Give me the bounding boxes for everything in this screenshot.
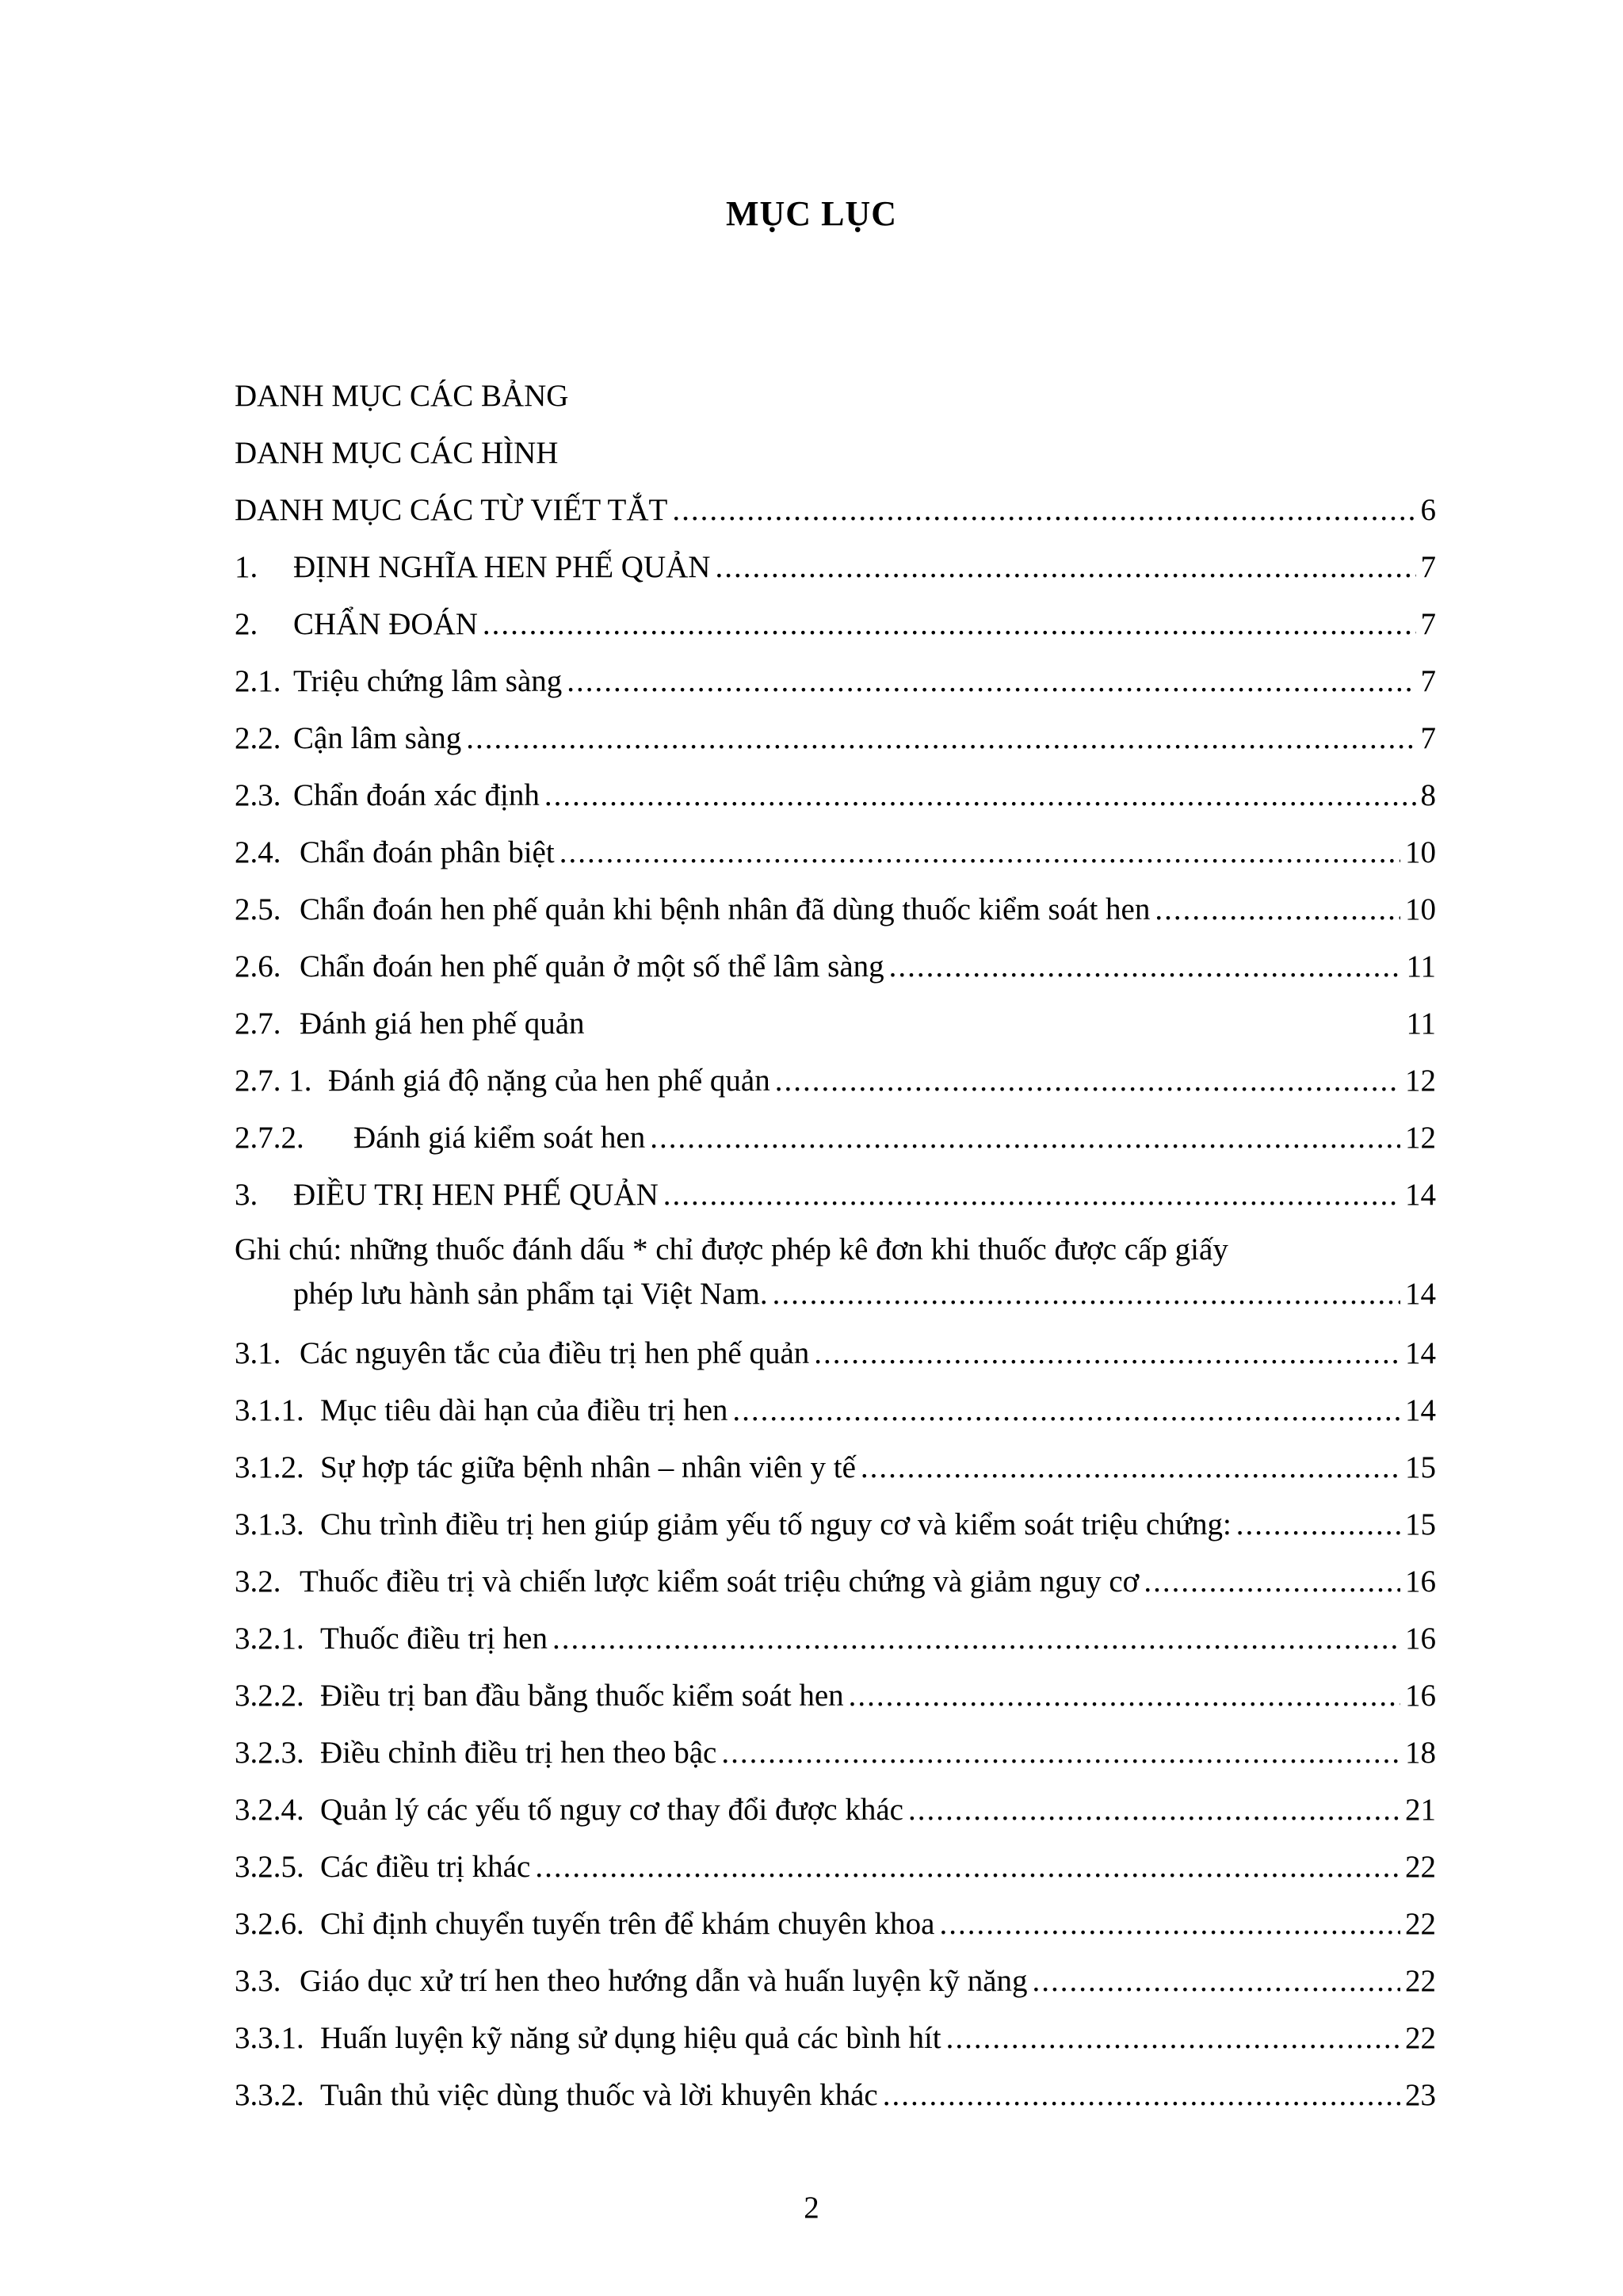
- toc-entry-number: 1.: [235, 550, 258, 584]
- toc-entry-number: 2.4.: [235, 835, 281, 869]
- toc-entry-page: 7: [1420, 721, 1436, 755]
- toc-entry-section-2-2[interactable]: [235, 716, 1436, 761]
- toc-entry-page: 22: [1405, 1964, 1436, 1998]
- toc-entry-continuation: [235, 1272, 1436, 1316]
- toc-entry-label: Ghi chú: những thuốc đánh dấu * chỉ được phép kê đơn khi thuốc được cấp giấy: [235, 1232, 1228, 1266]
- toc-entry-tables[interactable]: [235, 374, 1436, 418]
- toc-entry-section-3-2[interactable]: [235, 1560, 1436, 1604]
- toc-entry-label: Cận lâm sàng: [293, 721, 462, 755]
- dot-leader: [466, 716, 1415, 761]
- toc-entry-page: 15: [1405, 1507, 1436, 1541]
- toc-entry-section-2-4[interactable]: [235, 831, 1436, 875]
- toc-entry-number: 3.1.2.: [235, 1450, 304, 1484]
- toc-entry-number: 3.2.6.: [235, 1907, 304, 1941]
- toc-entry-page: 18: [1405, 1736, 1436, 1770]
- toc-entry-note[interactable]: [235, 1228, 1436, 1316]
- toc-entry-section-2-6[interactable]: [235, 945, 1436, 989]
- toc-entry-number: 3.3.1.: [235, 2021, 304, 2055]
- toc-entry-page: 16: [1405, 1564, 1436, 1599]
- toc-entry-number: 2.6.: [235, 949, 281, 984]
- toc-entry-label: Triệu chứng lâm sàng: [293, 664, 563, 698]
- toc-entry-number: 3.2.5.: [235, 1850, 304, 1884]
- dot-leader: [535, 1845, 1400, 1889]
- toc-entry-number: 2.7. 1.: [235, 1064, 312, 1098]
- toc-entry-label: Chỉ định chuyển tuyến trên để khám chuyên khoa: [320, 1907, 935, 1941]
- dot-leader: [939, 1902, 1400, 1946]
- toc-entry-section-2-1[interactable]: [235, 659, 1436, 704]
- dot-leader: [814, 1331, 1400, 1376]
- toc-entry-label: Đánh giá kiểm soát hen: [353, 1121, 646, 1155]
- toc-entry-section-3-1-1[interactable]: [235, 1389, 1436, 1433]
- toc-entry-number: 3.: [235, 1178, 258, 1212]
- toc-entry-number: 2.1.: [235, 664, 281, 698]
- toc-entry-page: 15: [1405, 1450, 1436, 1484]
- toc-entry-section-3-2-4[interactable]: [235, 1788, 1436, 1832]
- dot-leader: [775, 1059, 1400, 1103]
- toc-entry-number: 2.7.: [235, 1007, 281, 1041]
- toc-entry-label: Chẩn đoán hen phế quản khi bệnh nhân đã dùng thuốc kiểm soát hen: [300, 892, 1151, 926]
- toc-entry-number: 3.3.2.: [235, 2078, 304, 2112]
- toc-entry-label: Chu trình điều trị hen giúp giảm yếu tố nguy cơ và kiểm soát triệu chứng:: [320, 1507, 1232, 1541]
- dot-leader: [559, 831, 1400, 875]
- toc-entry-page: 7: [1420, 664, 1436, 698]
- toc-entry-label: Điều chỉnh điều trị hen theo bậc: [320, 1736, 717, 1770]
- toc-entry-figures[interactable]: [235, 431, 1436, 476]
- page-number: 2: [804, 2191, 819, 2225]
- toc-entry-page: 11: [1406, 949, 1436, 984]
- dot-leader: [1033, 1959, 1400, 2004]
- toc-entry-label: Sự hợp tác giữa bệnh nhân – nhân viên y tế: [320, 1450, 856, 1484]
- toc-entry-section-3-1[interactable]: [235, 1331, 1436, 1376]
- toc-entry-label: CHẨN ĐOÁN: [293, 607, 478, 641]
- toc-entry-section-3-2-1[interactable]: [235, 1617, 1436, 1661]
- toc-entry-number: 3.3.: [235, 1964, 281, 1998]
- toc-entry-number: 3.2.: [235, 1564, 281, 1599]
- dot-leader: [849, 1674, 1400, 1718]
- toc-entry-label: Các điều trị khác: [320, 1850, 531, 1884]
- dot-leader: [552, 1617, 1400, 1661]
- toc-entry-number: 3.1.1.: [235, 1393, 304, 1427]
- dot-leader: [908, 1788, 1400, 1832]
- dot-leader: [861, 1446, 1400, 1490]
- toc-entry-label: Chẩn đoán xác định: [293, 778, 540, 812]
- toc-entry-page: 6: [1420, 493, 1436, 527]
- dot-leader: [773, 1272, 1400, 1316]
- toc-entry-label: Các nguyên tắc của điều trị hen phế quản: [300, 1336, 810, 1370]
- toc-entry-page: 21: [1405, 1793, 1436, 1827]
- dot-leader: [544, 774, 1416, 818]
- dot-leader: [1144, 1560, 1400, 1604]
- toc-entry-number: 3.2.4.: [235, 1793, 304, 1827]
- toc-entry-label: Đánh giá hen phế quản: [300, 1007, 585, 1041]
- toc-entry-section-1[interactable]: [235, 545, 1436, 590]
- toc-entry-page: 8: [1420, 778, 1436, 812]
- toc-entry-section-3-1-2[interactable]: [235, 1446, 1436, 1490]
- dot-leader: [889, 945, 1402, 989]
- toc-entry-section-2-5[interactable]: [235, 888, 1436, 932]
- toc-entry-label: DANH MỤC CÁC BẢNG: [235, 379, 569, 413]
- toc-entry-page: 10: [1405, 835, 1436, 869]
- toc-entry-abbreviations[interactable]: [235, 488, 1436, 533]
- dot-leader: [567, 659, 1415, 704]
- toc-entry-section-3-1-3[interactable]: [235, 1503, 1436, 1547]
- toc-entry-page: 10: [1405, 892, 1436, 926]
- toc-entry-section-3-2-5[interactable]: [235, 1845, 1436, 1889]
- toc-entry-page: 12: [1405, 1121, 1436, 1155]
- toc-entry-label: ĐỊNH NGHĨA HEN PHẾ QUẢN: [293, 550, 711, 584]
- toc-entry-page: 22: [1405, 2021, 1436, 2055]
- dot-leader: [663, 1173, 1400, 1217]
- toc-entry-section-2[interactable]: [235, 602, 1436, 647]
- dot-leader: [1155, 888, 1400, 932]
- toc-entry-number: 3.1.3.: [235, 1507, 304, 1541]
- toc-entry-page: 14: [1405, 1277, 1436, 1311]
- dot-leader: [715, 545, 1415, 590]
- toc-entry-section-2-7-1[interactable]: [235, 1059, 1436, 1103]
- toc-entry-number: 3.1.: [235, 1336, 281, 1370]
- toc-entry-label-continued: phép lưu hành sản phẩm tại Việt Nam.: [293, 1277, 768, 1311]
- dot-leader: [1236, 1503, 1400, 1547]
- dot-leader: [672, 488, 1415, 533]
- toc-entry-label: Huấn luyện kỹ năng sử dụng hiệu quả các bình hít: [320, 2021, 941, 2055]
- toc-entry-page: 16: [1405, 1679, 1436, 1713]
- toc-entry-page: 11: [1406, 1007, 1436, 1041]
- toc-entry-label: ĐIỀU TRỊ HEN PHẾ QUẢN: [293, 1178, 659, 1212]
- toc-entry-label: Đánh giá độ nặng của hen phế quản: [328, 1064, 770, 1098]
- toc-entry-section-3-3[interactable]: [235, 1959, 1436, 2004]
- toc-entry-section-2-7[interactable]: [235, 1002, 1436, 1046]
- toc-entry-number: 3.2.3.: [235, 1736, 304, 1770]
- toc-entry-section-2-7-2[interactable]: [235, 1116, 1436, 1160]
- dot-leader: [483, 602, 1416, 647]
- toc-entry-label: Điều trị ban đầu bằng thuốc kiểm soát hen: [320, 1679, 844, 1713]
- toc-entry-section-3-2-6[interactable]: [235, 1902, 1436, 1946]
- dot-leader: [721, 1731, 1400, 1775]
- toc-entry-section-3-3-1[interactable]: [235, 2016, 1436, 2061]
- toc-entry-label: DANH MỤC CÁC TỪ VIẾT TẮT: [235, 493, 668, 527]
- toc-entry-label: Giáo dục xử trí hen theo hướng dẫn và huấn luyện kỹ năng: [300, 1964, 1028, 1998]
- dot-leader: [946, 2016, 1400, 2061]
- toc-entry-page: 14: [1405, 1336, 1436, 1370]
- toc-entry-label: Mục tiêu dài hạn của điều trị hen: [320, 1393, 728, 1427]
- toc-entry-label: Tuân thủ việc dùng thuốc và lời khuyên khác: [320, 2078, 878, 2112]
- toc-entry-page: 12: [1405, 1064, 1436, 1098]
- toc-entry-label: Quản lý các yếu tố nguy cơ thay đổi được khác: [320, 1793, 903, 1827]
- toc-entry-page: 14: [1405, 1393, 1436, 1427]
- dot-leader: [883, 2073, 1400, 2118]
- toc-entry-number: 2.3.: [235, 778, 281, 812]
- toc-entry-section-3[interactable]: [235, 1173, 1436, 1217]
- toc-entry-number: 3.2.2.: [235, 1679, 304, 1713]
- dot-leader: [650, 1116, 1400, 1160]
- toc-entry-label: Thuốc điều trị và chiến lược kiểm soát triệu chứng và giảm nguy cơ: [300, 1564, 1140, 1599]
- page-title: MỤC LỤC: [726, 194, 897, 233]
- toc-entry-number: 2.7.2.: [235, 1121, 304, 1155]
- toc-entry-page: 7: [1420, 550, 1436, 584]
- toc-entry-page: 14: [1405, 1178, 1436, 1212]
- toc-entry-label: Chẩn đoán phân biệt: [300, 835, 555, 869]
- toc-entry-page: 23: [1405, 2078, 1436, 2112]
- toc-entry-page: 22: [1405, 1907, 1436, 1941]
- toc-entry-section-3-2-2[interactable]: [235, 1674, 1436, 1718]
- toc-entry-number: 2.5.: [235, 892, 281, 926]
- toc-entry-section-2-3[interactable]: [235, 774, 1436, 818]
- toc-entry-number: 2.: [235, 607, 258, 641]
- toc-entry-page: 7: [1420, 607, 1436, 641]
- toc-entry-page: 22: [1405, 1850, 1436, 1884]
- toc-entry-page: 16: [1405, 1622, 1436, 1656]
- toc-entry-section-3-2-3[interactable]: [235, 1731, 1436, 1775]
- toc-entry-label: Thuốc điều trị hen: [320, 1622, 548, 1656]
- toc-entry-number: 2.2.: [235, 721, 281, 755]
- toc-entry-label: Chẩn đoán hen phế quản ở một số thể lâm sàng: [300, 949, 884, 984]
- toc-entry-number: 3.2.1.: [235, 1622, 304, 1656]
- toc-entry-section-3-3-2[interactable]: [235, 2073, 1436, 2118]
- toc-entry-label: DANH MỤC CÁC HÌNH: [235, 436, 559, 470]
- dot-leader: [732, 1389, 1400, 1433]
